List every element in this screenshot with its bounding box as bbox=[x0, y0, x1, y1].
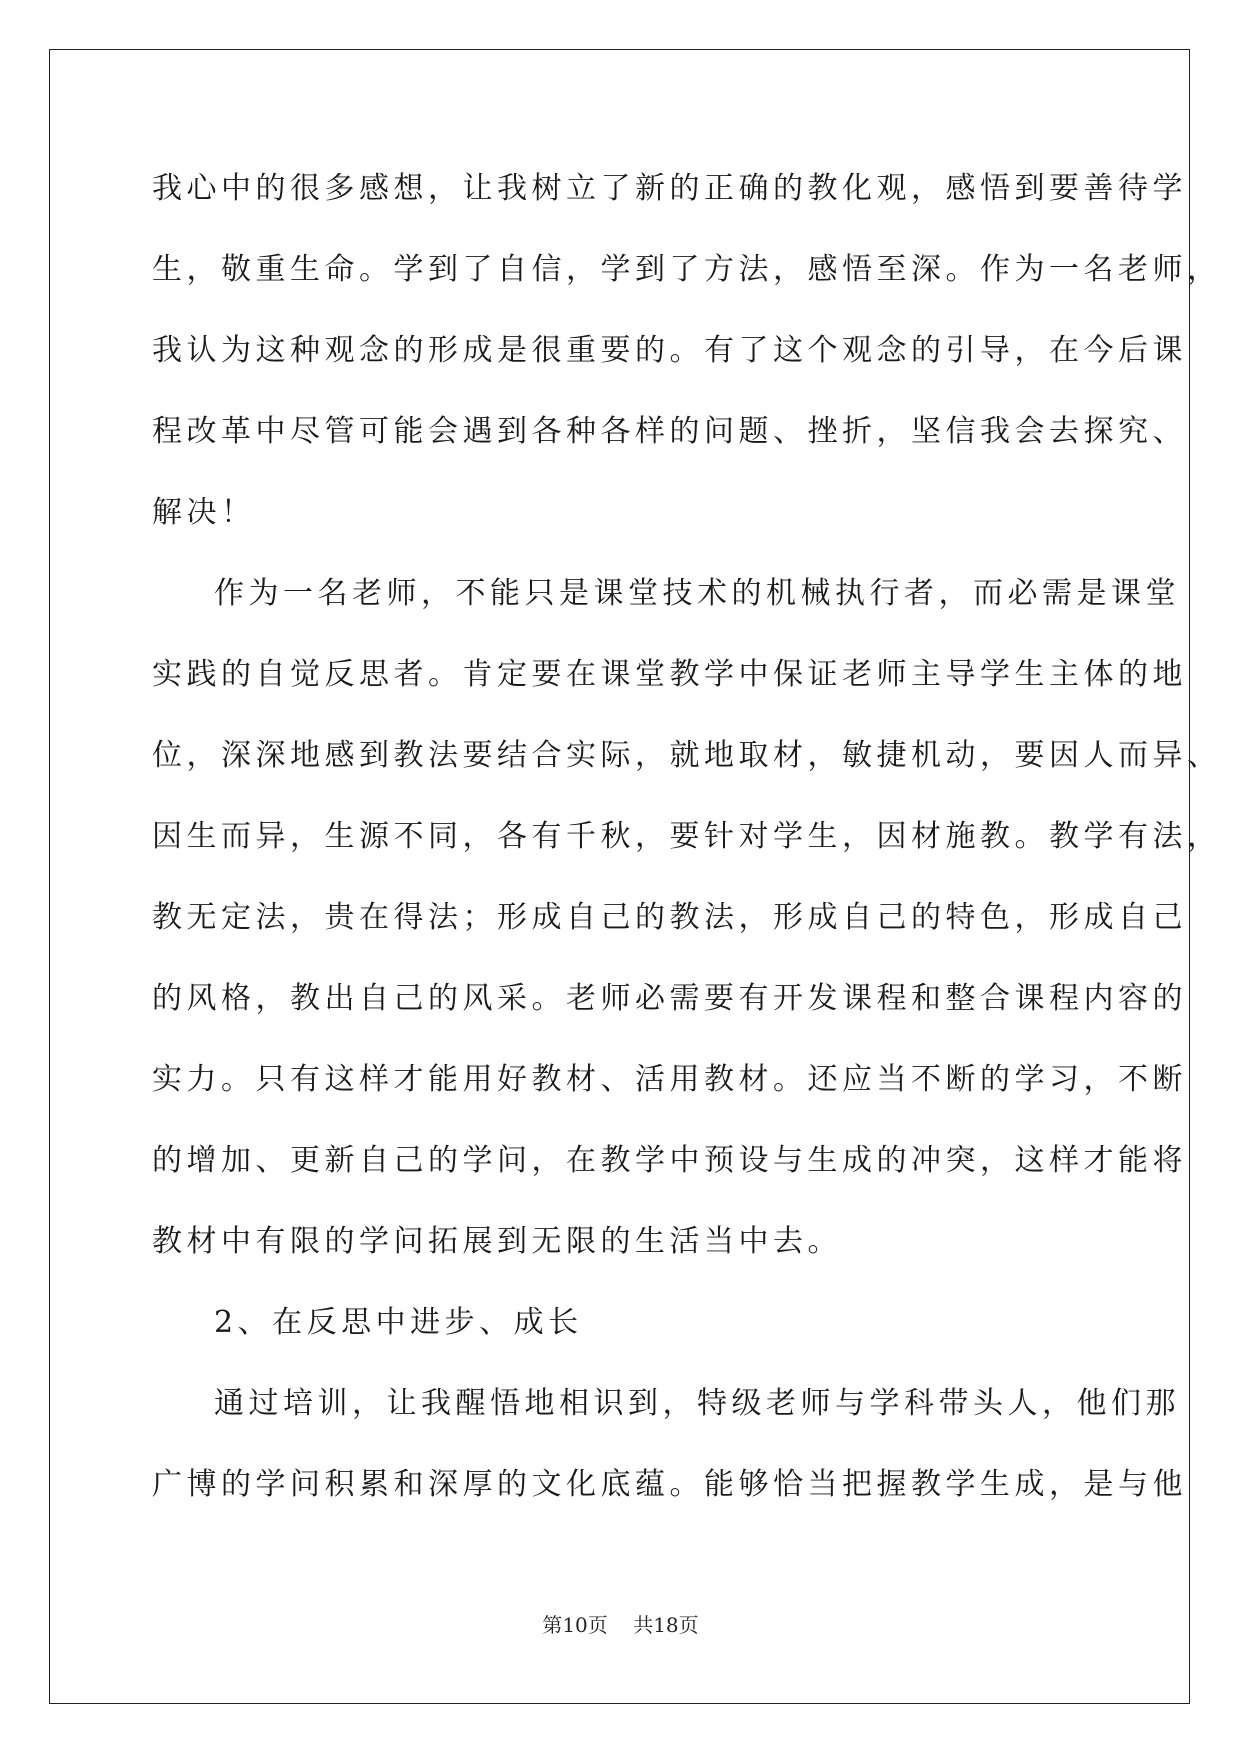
text-line: 位，深深地感到教法要结合实际，就地取材，敏捷机动，要因人而异、 bbox=[152, 738, 1222, 773]
document-body bbox=[152, 148, 1222, 1525]
text-line: 程改革中尽管可能会遇到各种各样的问题、挫折，坚信我会去探究、 bbox=[152, 414, 1187, 449]
text-line: 因生而异，生源不同，各有千秋，要针对学生，因材施教。教学有法， bbox=[152, 819, 1222, 854]
text-line: 解决！ bbox=[152, 495, 256, 530]
text-line: 我心中的很多感想，让我树立了新的正确的教化观，感悟到要善待学 bbox=[152, 171, 1187, 206]
text-line: 生，敬重生命。学到了自信，学到了方法，感悟至深。作为一名老师， bbox=[152, 252, 1222, 287]
text-line: 广博的学问积累和深厚的文化底蕴。能够恰当把握教学生成，是与他 bbox=[152, 1467, 1187, 1502]
section-heading: 2、在反思中进步、成长 bbox=[214, 1305, 583, 1340]
paragraph-start-line: 作为一名老师，不能只是课堂技术的机械执行者，而必需是课堂 bbox=[214, 576, 1180, 611]
text-line: 我认为这种观念的形成是很重要的。有了这个观念的引导，在今后课 bbox=[152, 333, 1187, 368]
paragraph-start-line: 通过培训，让我醒悟地相识到，特级老师与学科带头人，他们那 bbox=[214, 1386, 1180, 1421]
text-line: 教材中有限的学问拓展到无限的生活当中去。 bbox=[152, 1224, 842, 1259]
text-line: 实力。只有这样才能用好教材、活用教材。还应当不断的学习，不断 bbox=[152, 1062, 1187, 1097]
text-line: 的增加、更新自己的学问，在教学中预设与生成的冲突，这样才能将 bbox=[152, 1143, 1187, 1178]
text-line: 实践的自觉反思者。肯定要在课堂教学中保证老师主导学生主体的地 bbox=[152, 657, 1187, 692]
page-number-footer: 第10页 共18页 bbox=[542, 1613, 699, 1637]
text-line: 的风格，教出自己的风采。老师必需要有开发课程和整合课程内容的 bbox=[152, 981, 1187, 1016]
text-line: 教无定法，贵在得法；形成自己的教法，形成自己的特色，形成自己 bbox=[152, 900, 1187, 935]
